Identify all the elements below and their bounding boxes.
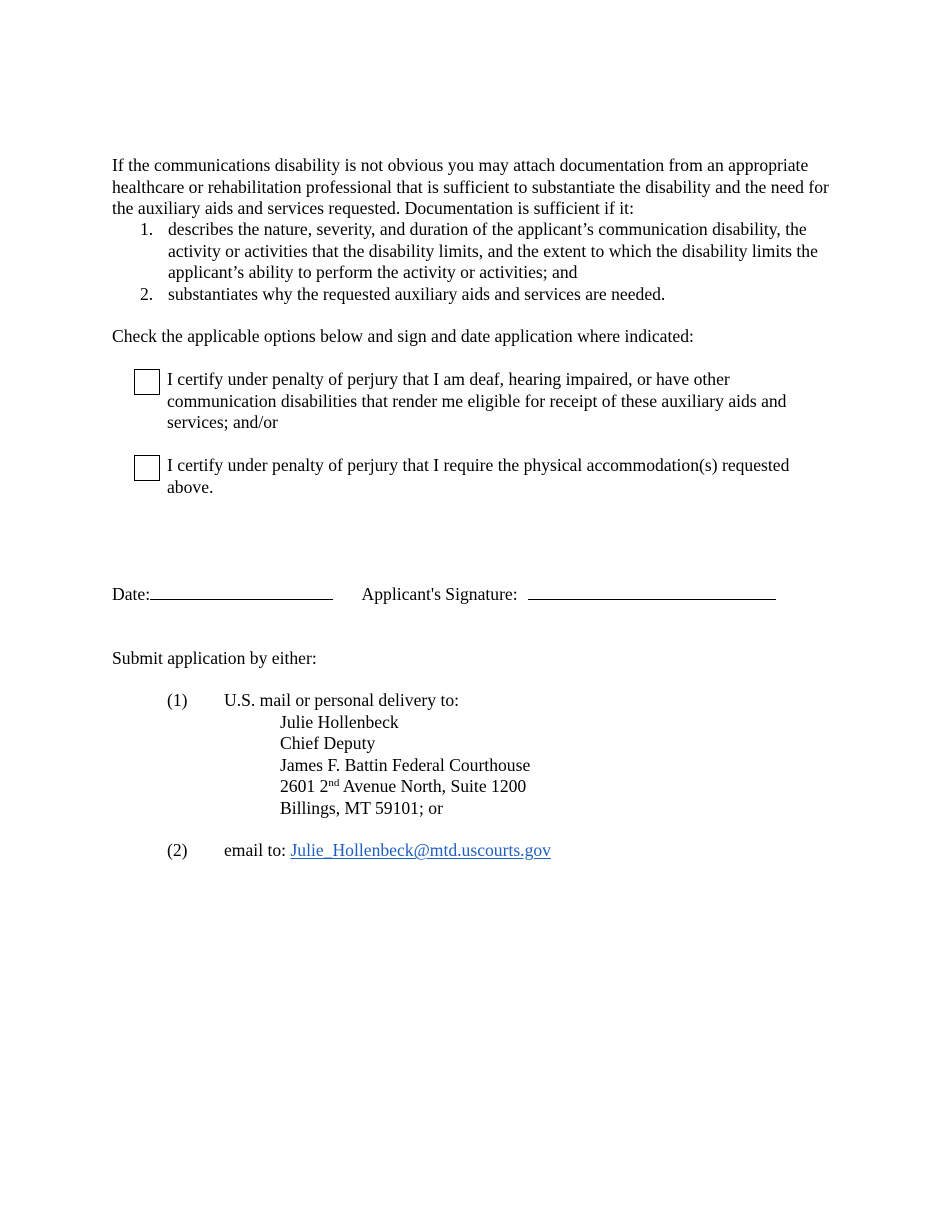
- criteria-number: 1.: [140, 219, 154, 239]
- mailing-address: [280, 712, 530, 820]
- criteria-text: describes the nature, severity, and duration of the applicant’s communication disability, the activity or activities that the disability limits, and the extent to which the disability limits the applicant’s ability to perform the activity or activities; and: [168, 219, 818, 282]
- submit-option-email: [167, 840, 551, 862]
- street-number: 2601 2: [280, 776, 329, 796]
- address-building: James F. Battin Federal Courthouse: [280, 754, 531, 775]
- address-street: [280, 776, 530, 798]
- check-instructions: Check the applicable options below and sign and date application where indicated:: [112, 326, 694, 346]
- signature-field[interactable]: [528, 583, 776, 600]
- intro-paragraph: If the communications disability is not obvious you may attach documentation from an appropriate healthcare or rehabilitation professional that is sufficient to substantiate the disability and the need for the auxiliary aids and services requested. Documentation is sufficient if it:: [112, 155, 829, 218]
- documentation-criteria-list: [112, 219, 832, 305]
- option-label: U.S. mail or personal delivery to:: [224, 690, 460, 710]
- address-city: Billings, MT 59101; or: [280, 797, 443, 818]
- email-label: email to:: [224, 840, 291, 860]
- submit-option-mail: [167, 690, 530, 819]
- criteria-number: 2.: [140, 283, 154, 304]
- signature-line: [112, 583, 776, 606]
- signature-label: Applicant's Signature:: [361, 584, 518, 604]
- certification-deaf-option: [134, 369, 834, 434]
- address-title: Chief Deputy: [280, 733, 376, 753]
- criteria-text: substantiates why the requested auxiliary aids and services are needed.: [168, 283, 666, 304]
- date-label: Date:: [112, 584, 151, 604]
- criteria-item: [112, 284, 832, 306]
- option-number: (1): [167, 690, 188, 710]
- date-field[interactable]: [150, 583, 333, 600]
- street-ordinal: nd: [328, 777, 340, 789]
- submit-intro: Submit application by either:: [112, 648, 317, 668]
- certification-text: I certify under penalty of perjury that I require the physical accommodation(s) requested above.: [167, 455, 790, 497]
- criteria-item: [112, 219, 832, 284]
- email-link[interactable]: Julie_Hollenbeck@mtd.uscourts.gov: [290, 840, 551, 860]
- certification-text: I certify under penalty of perjury that I am deaf, hearing impaired, or have other communication disabilities that render me eligible for receipt of these auxiliary aids and services; and/or: [167, 369, 787, 432]
- certification-checkbox-physical[interactable]: [134, 455, 160, 481]
- option-number: (2): [167, 840, 188, 860]
- email-line: [224, 840, 551, 862]
- street-rest: Avenue North, Suite 1200: [339, 776, 527, 796]
- certification-checkbox-deaf[interactable]: [134, 369, 160, 395]
- address-name: Julie Hollenbeck: [280, 711, 399, 732]
- certification-physical-option: [134, 455, 834, 498]
